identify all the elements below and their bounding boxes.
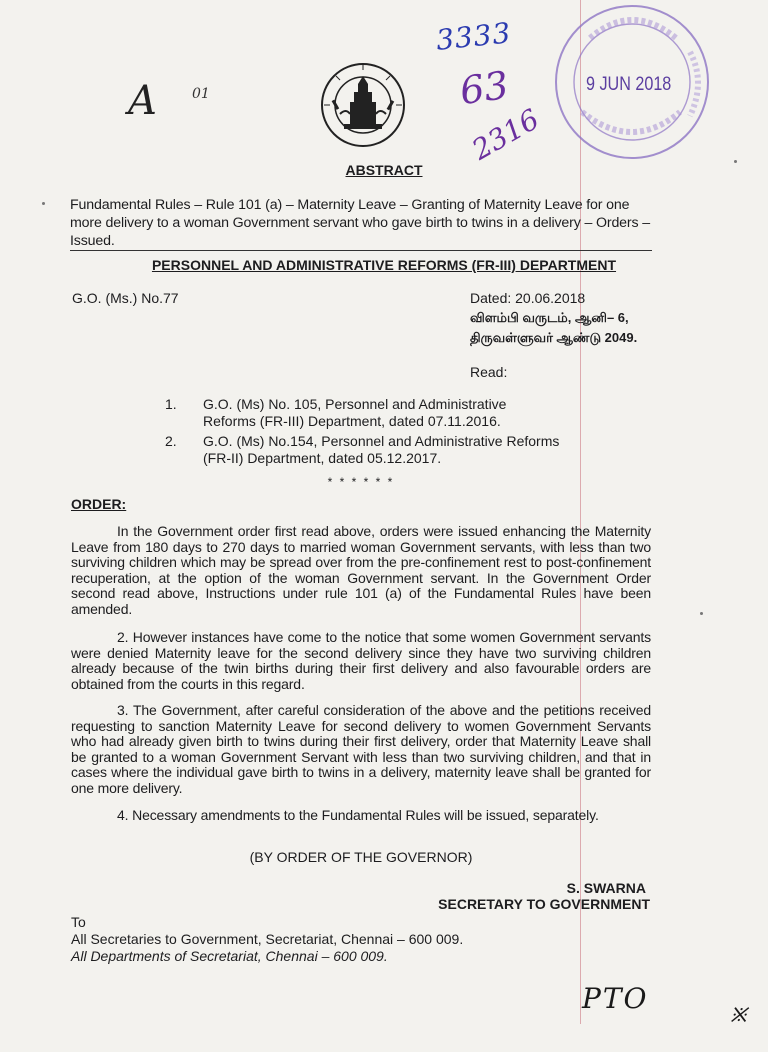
reference-number: 1. [165,396,177,412]
by-order-line: (BY ORDER OF THE GOVERNOR) [249,849,473,865]
scan-speck [700,612,703,615]
handwritten-file-mark: 63 [457,62,512,114]
handwritten-inward-number: 3333 [434,16,513,57]
to-label: To [71,914,86,930]
handwritten-initial-suffix: 01 [192,86,210,102]
handwritten-file-mark-2: 2316 [466,102,545,167]
order-paragraph-4: 4. Necessary amendments to the Fundamental Rules will be issued, separately. [117,807,599,823]
tamil-date-line-1: விளம்பி வருடம், ஆனி– 6, [470,310,629,325]
order-paragraph-2: 2. However instances have come to the notice that some women Government servants were denied Maternity leave for the second delivery since they have two surviving children already because of the twin births during their first delivery and also favourable orders are obtained from the courts in this regard. [71,629,651,692]
subject-text: Fundamental Rules – Rule 101 (a) – Maternity Leave – Granting of Maternity Leave for one more delivery to a woman Government servant who gave birth to twins in a delivery – Orders – Issued. [70,197,650,249]
subject-divider [70,250,652,251]
tamil-date-line-2: திருவள்ளுவர் ஆண்டு 2049. [470,330,638,345]
abstract-title: ABSTRACT [345,162,423,178]
signatory-name: S. SWARNA [566,880,646,896]
tamil-nadu-emblem-icon [320,62,406,148]
recipient-line-2: All Departments of Secretariat, Chennai – 600 009. [71,948,388,964]
reference-number: 2. [165,433,177,449]
section-separator: * * * * * * [327,475,395,489]
reference-text: G.O. (Ms) No. 105, Personnel and Administrative Reforms (FR-III) Department, dated 07.11.2016. [203,396,507,429]
scan-speck [42,202,45,205]
scan-speck [734,160,737,163]
order-paragraph-3: 3. The Government, after careful consideration of the above and the petitions received requesting to sanction Maternity Leave for second delivery to women Government Servants who had already given birth to twins during their first delivery, order that Maternity Leave shall be granted to a woman Government Servant with less than two surviving children, and that in cases where the individual gave birth to twins in a delivery, maternity leave shall be granted for one more delivery. [71,702,651,796]
reference-text: G.O. (Ms) No.154, Personnel and Administrative Reforms (FR-II) Department, dated 05.12.2017. [203,433,560,466]
recipient-line-1: All Secretaries to Government, Secretariat, Chennai – 600 009. [71,931,464,947]
stamp-date: 9 JUN 2018 [586,74,672,95]
go-number: G.O. (Ms.) No.77 [72,290,179,306]
signatory-title: SECRETARY TO GOVERNMENT [438,896,650,912]
handwritten-corner-mark: ྿ [730,1003,747,1028]
handwritten-pto: PTO [582,982,649,1015]
order-paragraph-1: In the Government order first read above, orders were issued enhancing the Maternity Leave from 180 days to 270 days to married woman Government servants, with less than two surviving children which may be spread over from the pre-confinement rest to post-confinement recuperation, at the option of the woman Government servant. In the Government Order second read above, Instructions under rule 101 (a) of the Fundamental Rules have been amended. [71,523,651,617]
read-label: Read: [470,364,508,380]
department-title: PERSONNEL AND ADMINISTRATIVE REFORMS (FR-III) DEPARTMENT [151,257,617,273]
go-date: Dated: 20.06.2018 [470,290,586,306]
handwritten-initial: A [128,78,157,124]
order-heading: ORDER: [71,496,127,512]
